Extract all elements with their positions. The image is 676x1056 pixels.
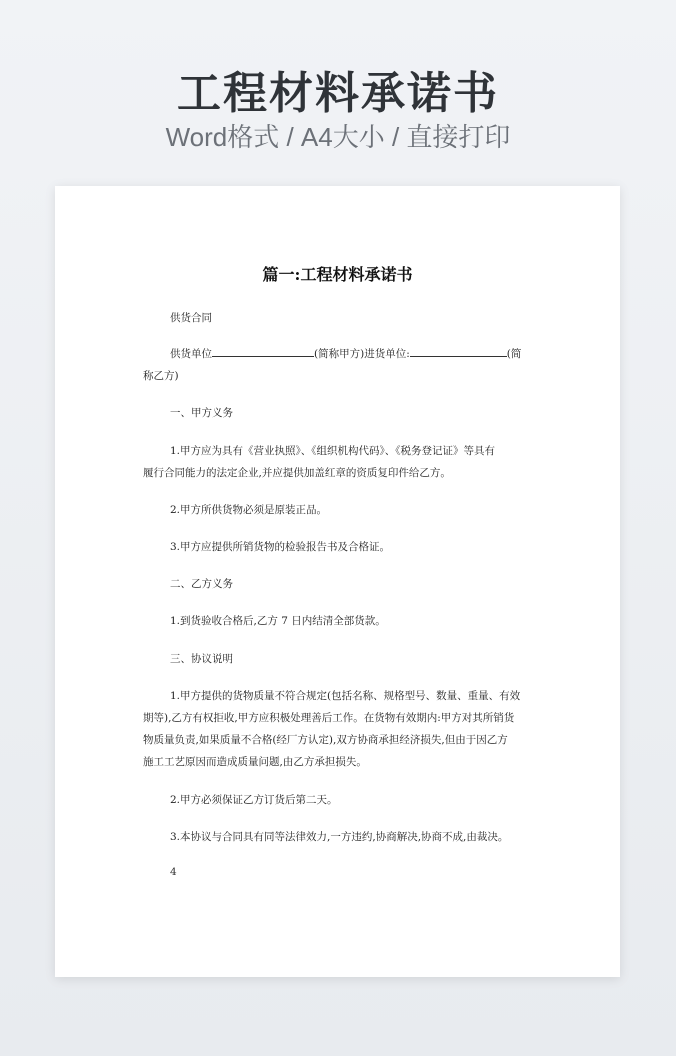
- buyer-alias-start: (简: [506, 348, 522, 360]
- document-page: [55, 186, 620, 977]
- banner-title: 工程材料承诺书: [177, 68, 499, 119]
- section-title-1: 一、甲方义务: [170, 407, 233, 419]
- s1-item1-line1: 1.甲方应为具有《营业执照》、《组织机构代码》、《税务登记证》等具有: [170, 445, 496, 457]
- supplier-alias: (简称甲方)进货单位:: [314, 348, 410, 360]
- page-number: 4: [170, 866, 177, 878]
- s3-item1-line2: 期等),乙方有权拒收,甲方应积极处理善后工作。在货物有效期内:甲方对其所销货: [143, 712, 515, 724]
- buyer-blank: [410, 343, 507, 357]
- s3-item1-line3: 物质量负责,如果质量不合格(经厂方认定),双方协商承担经济损失,但由于因乙方: [143, 734, 508, 746]
- s1-item3: 3.甲方应提供所销货物的检验报告书及合格证。: [170, 541, 391, 553]
- section-title-3: 三、协议说明: [170, 653, 233, 665]
- contract-label: 供货合同: [170, 312, 212, 324]
- s3-item2: 2.甲方必须保证乙方订货后第二天。: [170, 794, 338, 806]
- buyer-alias-end: 称乙方): [143, 370, 179, 382]
- s3-item1-line1: 1.甲方提供的货物质量不符合规定(包括名称、规格型号、数量、重量、有效: [170, 690, 521, 702]
- parties-line: [143, 343, 543, 365]
- s1-item2: 2.甲方所供货物必须是原装正品。: [170, 504, 328, 516]
- supplier-label: 供货单位: [170, 348, 212, 360]
- s3-item3: 3.本协议与合同具有同等法律效力,一方违约,协商解决,协商不成,由裁决。: [170, 831, 509, 843]
- section-title-2: 二、乙方义务: [170, 578, 233, 590]
- document-heading: 篇一:工程材料承诺书: [262, 265, 413, 284]
- s1-item1-line2: 履行合同能力的法定企业,并应提供加盖红章的资质复印件给乙方。: [143, 467, 451, 479]
- s2-item1: 1.到货验收合格后,乙方 7 日内结清全部货款。: [170, 615, 386, 627]
- s3-item1-line4: 施工工艺原因而造成质量问题,由乙方承担损失。: [143, 756, 367, 768]
- banner-subtitle: Word格式 / A4大小 / 直接打印: [165, 122, 511, 152]
- supplier-blank: [212, 343, 314, 357]
